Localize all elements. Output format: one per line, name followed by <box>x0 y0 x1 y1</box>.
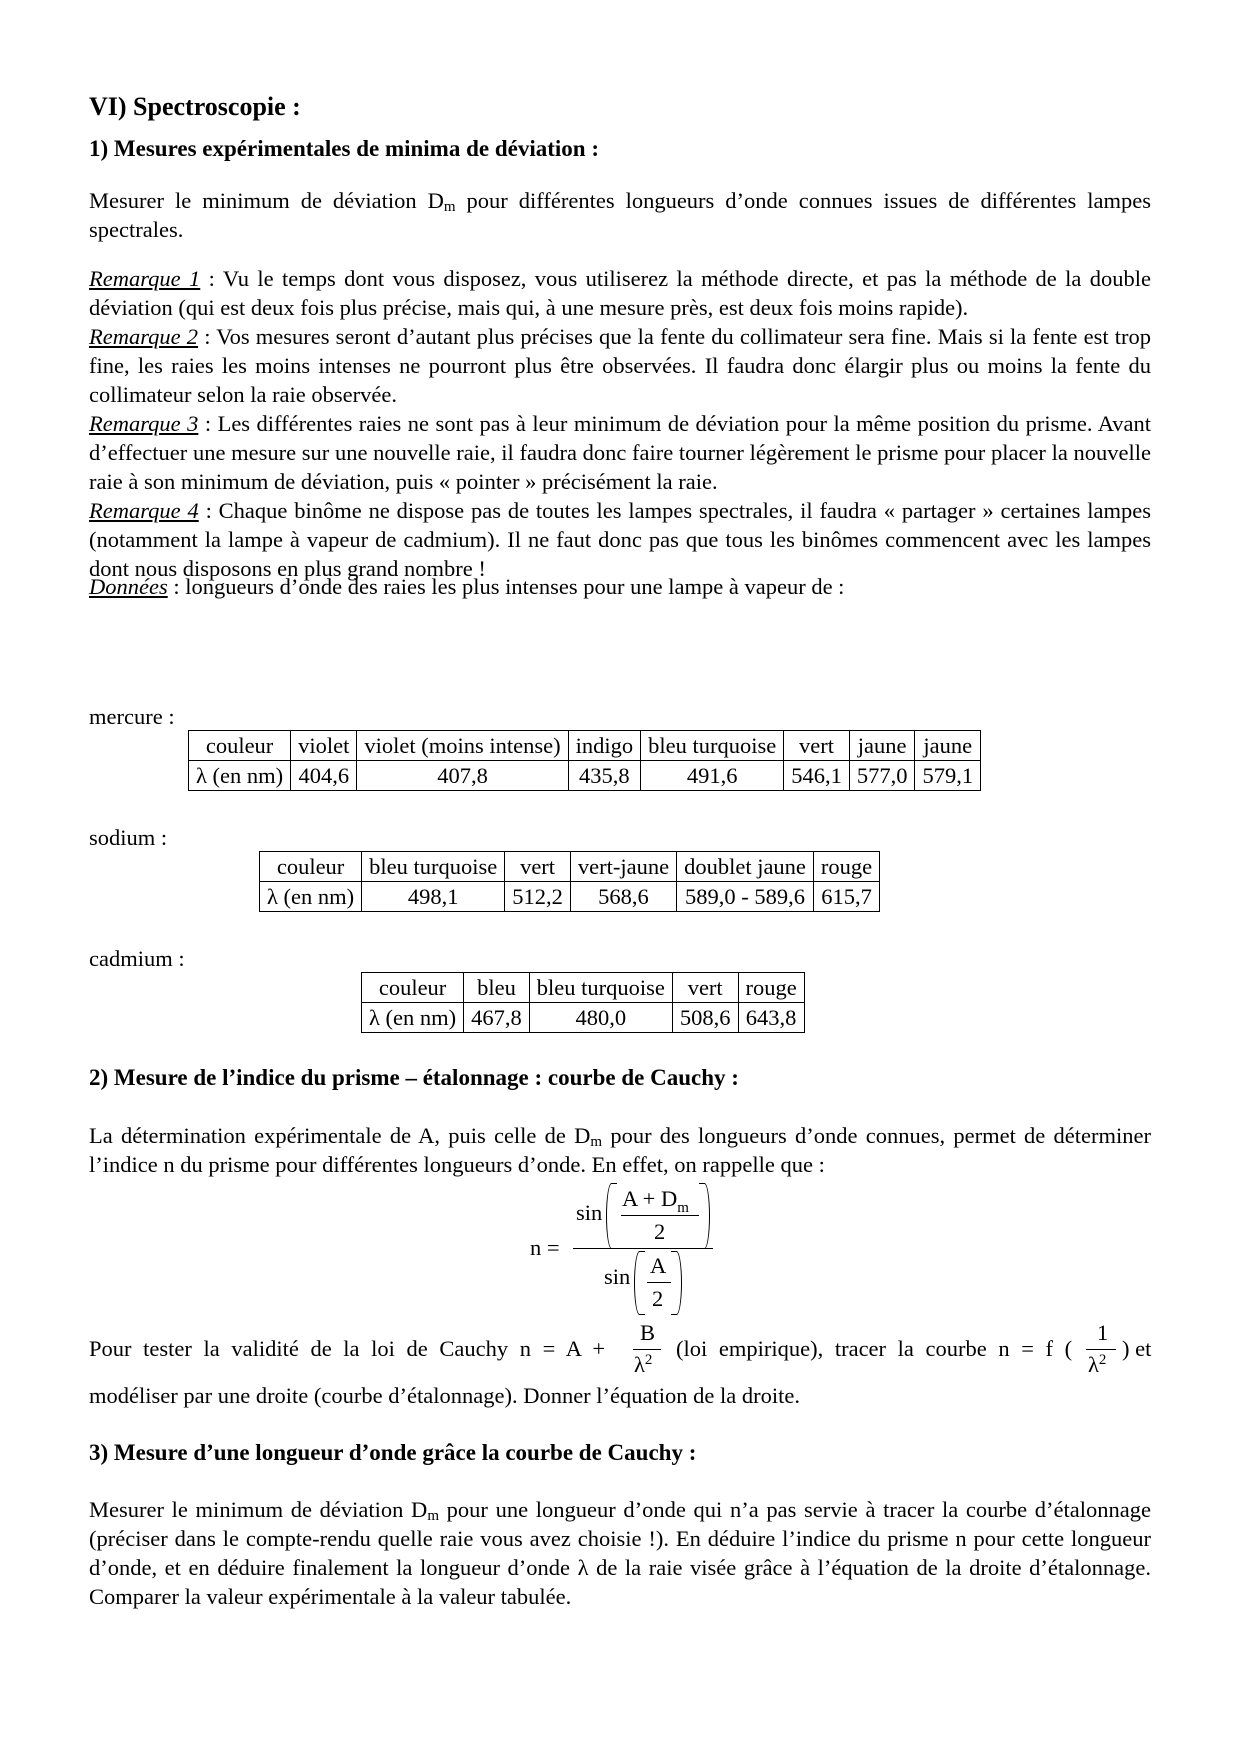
donnees-label: Données <box>89 574 168 599</box>
table-cell: 404,6 <box>291 761 357 791</box>
table-cell: 577,0 <box>849 761 915 791</box>
remark-2: Remarque 2 : Vos mesures seront d’autant plus précises que la fente du collimateur sera fine. Mais si la fente est trop fine, les raies les moins intenses ne pourront plus être observées. Il faudra donc élargir plus ou moins la fente du collimateur selon la raie observée. <box>89 324 1151 407</box>
cauchy-lambda2: $\lambda^2$ <box>634 1352 653 1377</box>
table-cell: 643,8 <box>738 1003 804 1033</box>
table-cell: bleu <box>464 973 530 1003</box>
formula-left-paren-2 <box>634 1251 645 1315</box>
table-cell: indigo <box>568 731 641 761</box>
formula-n-eq: n = <box>530 1235 560 1260</box>
formula-two-top: 2 <box>654 1219 666 1244</box>
cauchy-text-a: Pour tester la validité de la loi de Cauchy n = A + <box>89 1336 606 1361</box>
table-row <box>362 1003 805 1033</box>
formula-A: A <box>650 1253 667 1278</box>
table-cell: bleu turquoise <box>362 852 505 882</box>
mercure-label: mercure : <box>89 704 175 729</box>
formula-left-paren <box>606 1183 617 1249</box>
mercure-table <box>188 730 981 791</box>
formula-right-paren-2 <box>671 1251 682 1315</box>
remark-1-label: Remarque 1 <box>89 266 201 291</box>
table-cell: bleu turquoise <box>641 731 784 761</box>
table-cell: λ (en nm) <box>260 882 362 912</box>
formula-two-bottom: 2 <box>652 1286 664 1311</box>
table-row <box>260 852 880 882</box>
table-cell: violet <box>291 731 357 761</box>
table-cell: 480,0 <box>529 1003 672 1033</box>
table-row <box>189 761 981 791</box>
table-cell: couleur <box>189 731 291 761</box>
remark-4-label: Remarque 4 <box>89 498 199 523</box>
final-paragraph: Mesurer le minimum de déviation $D_m$ pour une longueur d’onde qui n’a pas servie à tracer la courbe d’étalonnage (préciser dans le compte-rendu quelle raie vous avez choisie !). En déduire l’indice du prisme n pour cette longueur d’onde, et en déduire finalement la longueur d’onde λ de la raie visée grâce à l’équation de la droite d’étalonnage. Comparer la valeur expérimentale à la valeur tabulée. <box>89 1497 1151 1609</box>
table-cell: 512,2 <box>505 882 571 912</box>
table-cell: 615,7 <box>813 882 879 912</box>
table-cell: λ (en nm) <box>362 1003 464 1033</box>
table-cell: jaune <box>849 731 915 761</box>
table-cell: 579,1 <box>915 761 981 791</box>
table-cell: 407,8 <box>357 761 568 791</box>
remark-1: Remarque 1 : Vu le temps dont vous disposez, vous utiliserez la méthode directe, et pas la méthode de la double déviation (qui est deux fois plus précise, mais qui, à une mesure près, est deux fois moins rapide). <box>89 266 1152 320</box>
table-row <box>189 731 981 761</box>
table-cell: λ (en nm) <box>189 761 291 791</box>
remark-4: Remarque 4 : Chaque binôme ne dispose pas de toutes les lampes spectrales, il faudra « partager » certaines lampes (notamment la lampe à vapeur de cadmium). Il ne faut donc pas que tous les binômes commencent avec les lampes dont nous disposons en plus grand nombre ! <box>89 498 1151 581</box>
table-cell: vert <box>784 731 850 761</box>
table-cell: couleur <box>260 852 362 882</box>
remark-2-label: Remarque 2 <box>89 324 199 349</box>
cadmium-table <box>361 972 805 1033</box>
table-cell: 435,8 <box>568 761 641 791</box>
cauchy-text-c: ) et <box>1122 1336 1152 1361</box>
formula-right-paren <box>699 1183 710 1249</box>
remark-3: Remarque 3 : Les différentes raies ne sont pas à leur minimum de déviation pour la même position du prisme. Avant d’effectuer une mesure sur une nouvelle raie, il faudra donc faire tourner légèrement le prisme pour placer la nouvelle raie à son minimum de déviation, puis « pointer » précisément la raie. <box>89 411 1152 494</box>
cadmium-label: cadmium : <box>89 946 185 971</box>
table-cell: 467,8 <box>464 1003 530 1033</box>
cauchy-paragraph: La détermination expérimentale de A, puis celle de $D_m$ pour des longueurs d’onde connues, permet de déterminer l’indice n du prisme pour différentes longueurs d’onde. En effet, on rappelle que : <box>89 1123 1151 1177</box>
table-cell: vert-jaune <box>570 852 676 882</box>
table-cell: 568,6 <box>570 882 676 912</box>
sodium-table <box>259 851 880 912</box>
table-cell: jaune <box>915 731 981 761</box>
sodium-label: sodium : <box>89 825 168 850</box>
formula-sin-top: sin <box>576 1200 603 1225</box>
table-row <box>362 973 805 1003</box>
section-title: VI) Spectroscopie : <box>89 92 301 121</box>
table-row <box>260 882 880 912</box>
cauchy-lambda2-b: $\lambda^2$ <box>1088 1352 1107 1377</box>
table-cell: bleu turquoise <box>529 973 672 1003</box>
formula-numerator: $A + D_m$ <box>622 1186 689 1216</box>
table-cell: vert <box>505 852 571 882</box>
formula-sin-bottom: sin <box>604 1264 631 1289</box>
table-cell: 546,1 <box>784 761 850 791</box>
table-cell: couleur <box>362 973 464 1003</box>
table-cell: 508,6 <box>672 1003 738 1033</box>
table-cell: 498,1 <box>362 882 505 912</box>
intro-paragraph: Mesurer le minimum de déviation $D_m$ pour différentes longueurs d’onde connues issues de différentes lampes spectrales. <box>89 188 1151 242</box>
table-cell: vert <box>672 973 738 1003</box>
cauchy-B: B <box>640 1320 656 1345</box>
table-cell: rouge <box>738 973 804 1003</box>
donnees-line: Données : longueurs d’onde des raies les plus intenses pour une lampe à vapeur de : <box>89 574 845 599</box>
cauchy-one: 1 <box>1097 1320 1109 1345</box>
heading-3: 3) Mesure d’une longueur d’onde grâce la courbe de Cauchy : <box>89 1440 697 1465</box>
remarks-block <box>89 264 1151 583</box>
table-cell: rouge <box>813 852 879 882</box>
table-cell: doublet jaune <box>677 852 814 882</box>
table-cell: violet (moins intense) <box>357 731 568 761</box>
heading-2: 2) Mesure de l’indice du prisme – étalonnage : courbe de Cauchy : <box>89 1065 739 1090</box>
cauchy-text-d: modéliser par une droite (courbe d’étalonnage). Donner l’équation de la droite. <box>89 1383 800 1408</box>
cauchy-text-b: (loi empirique), tracer la courbe n = f ( <box>676 1336 1073 1361</box>
heading-1: 1) Mesures expérimentales de minima de déviation : <box>89 136 599 161</box>
table-cell: 491,6 <box>641 761 784 791</box>
table-cell: 589,0 - 589,6 <box>677 882 814 912</box>
remark-3-label: Remarque 3 <box>89 411 199 436</box>
formula-main-bar <box>573 1248 713 1249</box>
